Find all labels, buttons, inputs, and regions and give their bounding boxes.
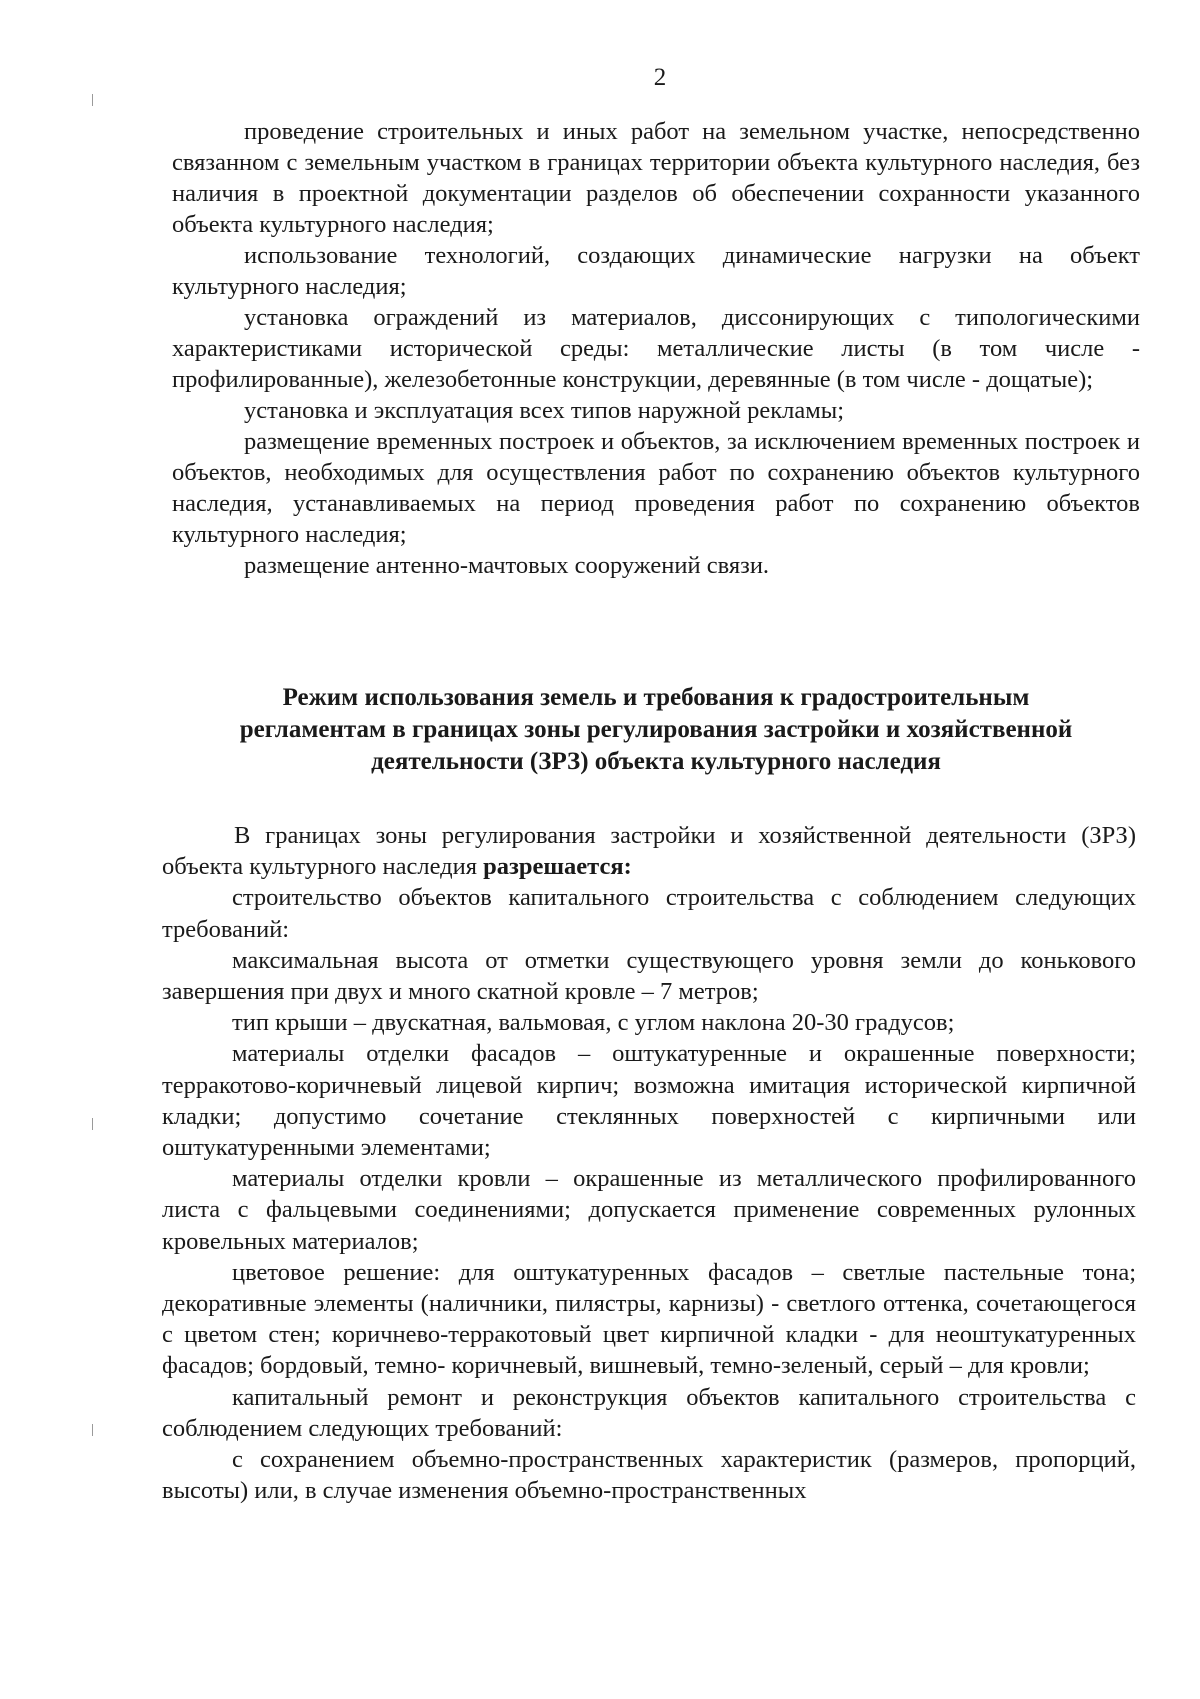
list-item: цветовое решение: для оштукатуренных фасадов – светлые пастельные тона; декоративные элементы (наличники, пилястры, карнизы) - светлого оттенка, сочетающегося с цветом стен; коричнево-терракотовый цвет кирпичной кладки - для неоштукатуренных фасадов; бордовый, темно- коричневый, вишневый, темно-зеленый, серый – для кровли;	[162, 1258, 1136, 1380]
list-item: установка и эксплуатация всех типов наружной рекламы;	[244, 397, 845, 424]
heading-line: Режим использования земель и требования к градостроительным	[282, 684, 1030, 711]
list-item: капитальный ремонт и реконструкция объектов капитального строительства с соблюдением следующих требований:	[162, 1383, 1136, 1442]
scan-margin-mark	[92, 1118, 93, 1130]
list-item: тип крыши – двускатная, вальмовая, с углом наклона 20-30 градусов;	[232, 1009, 955, 1037]
intro-text: В границах зоны регулирования застройки и хозяйственной деятельности (ЗРЗ) объекта культурного наследия	[162, 822, 1136, 881]
scan-margin-mark	[92, 1424, 93, 1436]
list-item: материалы отделки кровли – окрашенные из металлического профилированного листа с фальцевыми соединениями; допускается применение современных рулонных кровельных материалов;	[162, 1165, 1136, 1255]
list-item: использование технологий, создающих динамические нагрузки на объект культурного наследия;	[172, 242, 1140, 300]
intro-paragraph	[162, 820, 1136, 882]
list-item: проведение строительных и иных работ на земельном участке, непосредственно связанном с земельным участком в границах территории объекта культурного наследия, без наличия в проектной документации разделов об обеспечении сохранности указанного объекта культурного наследия;	[172, 118, 1140, 238]
list-item: максимальная высота от отметки существующего уровня земли до конькового завершения при двух и много скатной кровле – 7 метров;	[162, 946, 1136, 1006]
heading-line: регламентам в границах зоны регулирования застройки и хозяйственной	[239, 716, 1073, 743]
heading-line: деятельности (ЗРЗ) объекта культурного наследия	[371, 748, 941, 775]
list-item: размещение временных построек и объектов, за исключением временных построек и объектов, необходимых для осуществления работ по сохранению объектов культурного наследия, устанавливаемых на период проведения работ по сохранению объектов культурного наследия;	[172, 428, 1140, 548]
page-number: 2	[653, 64, 667, 91]
list-item: с сохранением объемно-пространственных характеристик (размеров, пропорций, высоты) или, в случае изменения объемно-пространственных	[162, 1446, 1136, 1505]
section-heading	[172, 682, 1140, 778]
restrictions-list	[172, 116, 1140, 581]
scan-margin-mark	[92, 94, 93, 106]
list-item: установка ограждений из материалов, диссонирующих с типологическими характеристиками исторической среды: металлические листы (в том числе - профилированные), железобетонные конструкции, деревянные (в том числе - дощатые);	[172, 304, 1140, 393]
list-item: строительство объектов капитального строительства с соблюдением следующих требований:	[162, 884, 1136, 943]
list-item: материалы отделки фасадов – оштукатуренные и окрашенные поверхности; терракотово-коричневый лицевой кирпич; возможна имитация исторической кирпичной кладки; допустимо сочетание стеклянных поверхностей с кирпичными или оштукатуренными элементами;	[162, 1040, 1136, 1162]
intro-bold: разрешается:	[483, 853, 632, 881]
permissions-list	[162, 820, 1136, 1506]
list-item: размещение антенно-мачтовых сооружений связи.	[244, 552, 770, 579]
